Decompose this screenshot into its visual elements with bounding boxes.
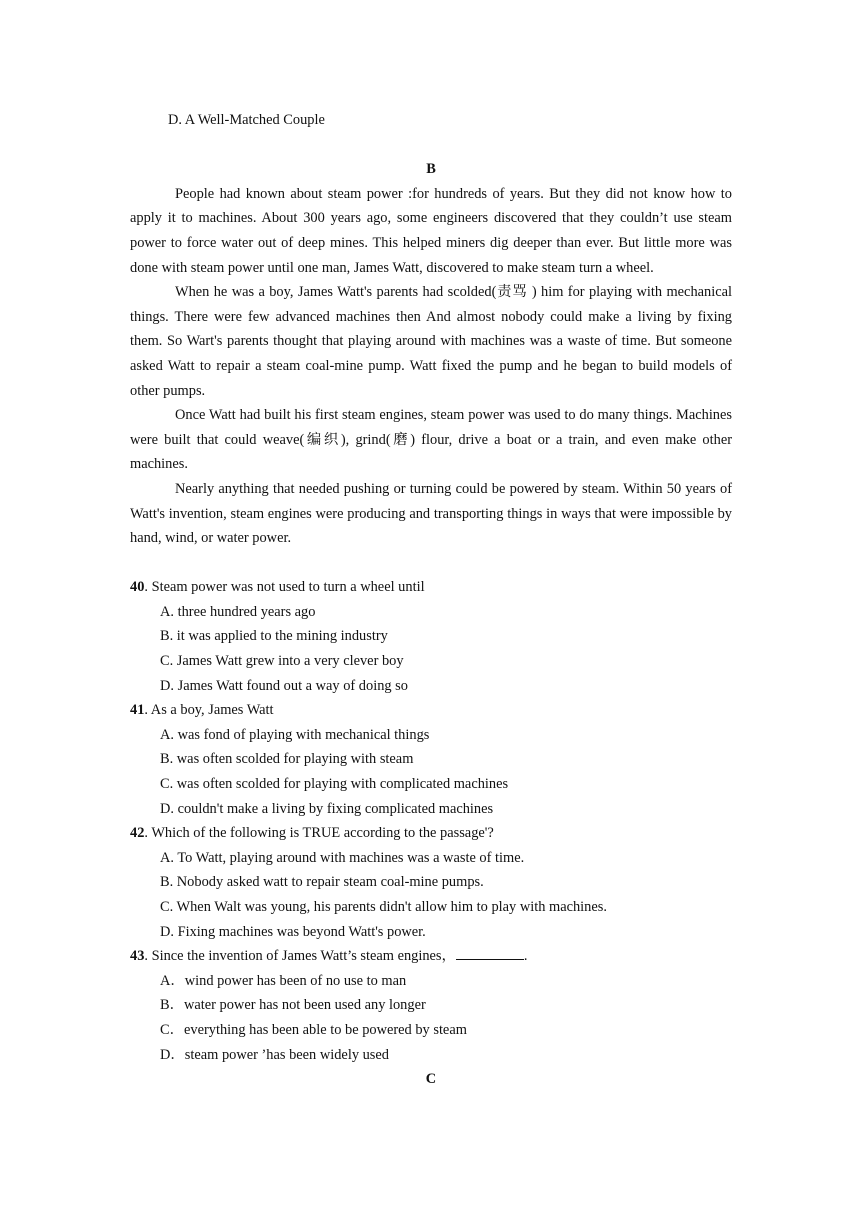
question-stem: Steam power was not used to turn a wheel until [148,579,425,596]
option-b: B．water power has not been used any longer [160,997,426,1014]
question-sep: . [144,825,148,842]
question-stem: Which of the following is TRUE according to the passage'? [148,825,494,842]
question-41 [130,698,732,723]
option-a: A．wind power has been of no use to man [160,972,407,989]
option-a: A. To Watt, playing around with machines was a waste of time. [160,849,525,866]
option-a: A. was fond of playing with mechanical things [160,726,430,743]
option-a: A. three hundred years ago [160,603,316,620]
question-stem-end: . [523,948,528,965]
option-b: B. was often scolded for playing with steam [160,751,414,768]
question-40 [130,575,732,600]
question-42 [130,821,732,846]
question-number: 41 [130,702,145,719]
question-stem: Since the invention of James Watt’s steam engines， [148,948,456,965]
passage-paragraph-2: When he was a boy, James Watt's parents had scolded(责骂 ) him for playing with mechanical things. There were few advanced machines then And almost nobody could make a living by fixing them. So Wart's parents thought that playing around with machines was a waste of time. But someone asked Watt to repair a steam coal-mine pump. Watt fixed the pump and he began to build models of other pumps. [130,284,732,399]
spacer [130,133,732,158]
passage-paragraph-1: People had known about steam power :for hundreds of years. But they did not know how to apply it to machines. About 300 years ago, some engineers discovered that they couldn’t use steam power to force water out of deep mines. This helped miners dig deeper than ever. But little more was done with steam power until one man, James Watt, discovered to make steam turn a wheel. [130,185,732,276]
option-c: C. was often scolded for playing with complicated machines [160,776,509,793]
previous-question-option-d: D. A Well-Matched Couple [168,112,325,128]
question-number: 40 [130,579,145,596]
option-d: D．steam power ’has been widely used [160,1046,389,1063]
option-b: B. Nobody asked watt to repair steam coal-mine pumps. [160,874,484,891]
option-d: D. Fixing machines was beyond Watt's power. [160,923,426,940]
question-sep: . [144,948,148,965]
question-number: 42 [130,825,145,842]
passage-paragraph-4: Nearly anything that needed pushing or turning could be powered by steam. Within 50 years of Watt's invention, steam engines were producing and transporting things in ways that were impossible by hand, wind, or water power. [130,480,732,547]
question-43 [130,944,732,969]
spacer [130,551,732,576]
option-c: C. When Walt was young, his parents didn't allow him to play with machines. [160,899,607,915]
option-c: C．everything has been able to be powered by steam [160,1021,467,1038]
question-sep: . [144,702,148,719]
option-d: D. James Watt found out a way of doing so [160,677,408,694]
question-stem: As a boy, James Watt [148,702,274,719]
section-heading-c: C [425,1071,437,1088]
section-heading-b: B [426,161,436,178]
option-b: B. it was applied to the mining industry [160,628,388,645]
answer-blank [456,945,524,960]
question-sep: . [144,579,148,596]
document-page [130,108,732,1092]
passage-paragraph-3: Once Watt had built his first steam engines, steam power was used to do many things. Machines were built that could weave(编织), grind(磨) flour, drive a boat or a train, and even make other machines. [130,407,732,473]
question-number: 43 [130,948,145,965]
option-c: C. James Watt grew into a very clever boy [160,653,404,670]
option-d: D. couldn't make a living by fixing complicated machines [160,800,494,817]
